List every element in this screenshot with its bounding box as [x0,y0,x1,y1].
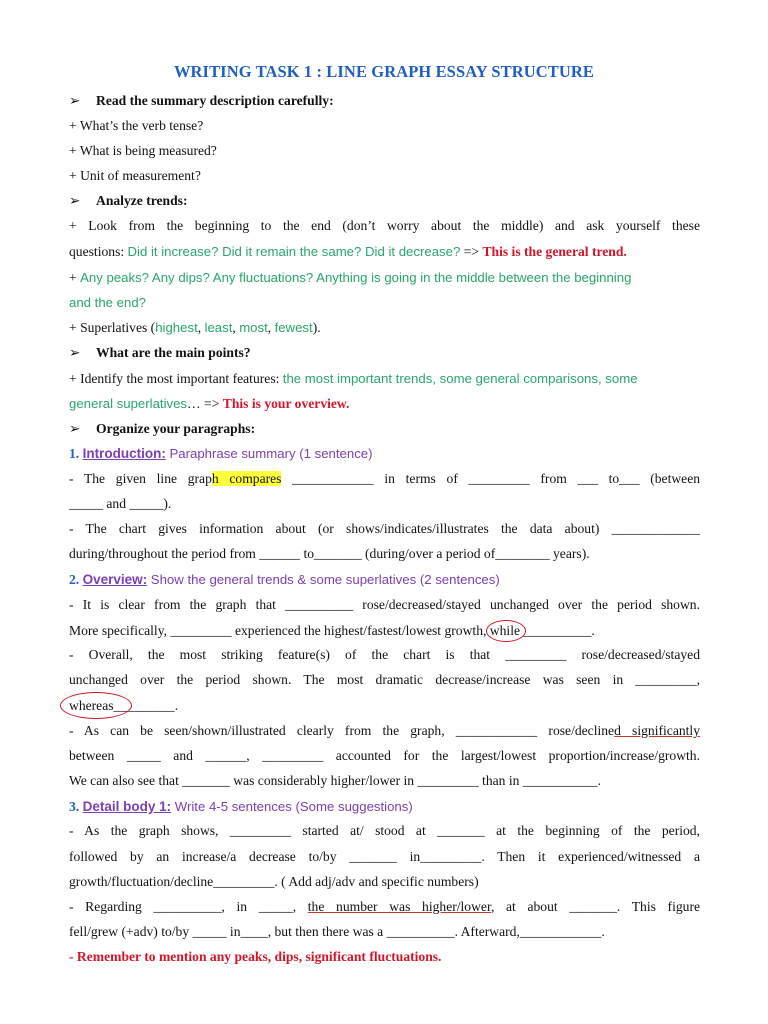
section-number: 2. [69,572,83,587]
green-peaks-dips: Any peaks? Any dips? Any fluctuations? Anything is going in the middle between the beginning [80,270,632,285]
text-line [69,720,700,742]
text-span: questions: [69,244,128,259]
green-questions: Did it increase? Did it remain the same? Did it decrease? [127,244,461,259]
text-line [69,896,700,918]
text-line [69,695,700,717]
superlative-word: least [204,320,233,335]
text-span: ____________ in terms of _________ from ___ to___ (between [281,471,701,486]
text-span: => [460,244,483,259]
text-line: followed by an increase/a decrease to/by _______ in_________. Then it experienced/witnessed a [69,849,700,864]
green-superlatives: general superlatives [69,396,188,411]
overview-description: Show the general trends & some superlatives (2 sentences) [147,572,500,587]
text-line: + What is being measured? [69,143,217,158]
text-span: - The given line grap [69,471,212,486]
arrow-bullet-icon: ➢ [69,421,81,436]
text-line: - It is clear from the graph that __________ rose/decreased/stayed unchanged over the period shown. [69,597,700,612]
arrow-bullet-icon: ➢ [69,345,81,360]
heading-organize: Organize your paragraphs: [96,421,256,436]
heading-read-summary: Read the summary description carefully: [96,93,334,108]
arrow-bullet-icon: ➢ [69,193,81,208]
red-circle-mark [486,620,526,642]
text-line: _____ and _____). [69,496,172,511]
text-line: - The chart gives information about (or shows/indicates/illustrates the data about) _____________ [69,521,700,536]
text-span: while [489,623,520,638]
text-span: … => [187,396,223,411]
general-trend-note: This is the general trend. [482,244,627,259]
bullet-read-summary [69,90,700,112]
highlighted-compares: h compares [211,471,282,486]
text-span: - Regarding __________, in _____, [69,899,308,914]
heading-main-points: What are the main points? [96,345,251,360]
bullet-main-points [69,342,700,364]
detail-body-heading: Detail body 1: [82,799,172,814]
text-line [69,368,700,390]
text-line [69,620,700,642]
overview-heading: Overview: [82,572,148,587]
text-span: , [232,320,240,335]
circled-while [490,620,520,642]
text-span: + Identify the most important features: [69,371,283,386]
intro-description: Paraphrase summary (1 sentence) [165,446,373,461]
text-line [69,317,700,339]
text-line: + Unit of measurement? [69,168,201,183]
circled-whereas [69,695,114,717]
text-line: between _____ and ______, _________ accounted for the largest/lowest proportion/increase/growth. [69,748,700,763]
text-line: fell/grew (+adv) to/by _____ in____, but then there was a __________. Afterward,____________. [69,924,605,939]
text-span: _________. [113,698,179,713]
intro-heading-line [69,443,700,465]
text-line: - As the graph shows, _________ started at/ stood at _______ at the beginning of the period, [69,823,700,838]
text-line: - Overall, the most striking feature(s) of the chart is that _________ rose/decreased/stayed [69,647,700,662]
arrow-bullet-icon: ➢ [69,93,81,108]
bullet-analyze-trends [69,190,700,212]
text-span: + Superlatives ( [69,320,156,335]
text-span: More specifically, _________ experienced the highest/fastest/lowest growth, [69,623,490,638]
detail-body-description: Write 4-5 sentences (Some suggestions) [171,799,413,814]
green-features: the most important trends, some general comparisons, some [282,371,638,386]
heading-analyze-trends: Analyze trends: [96,193,188,208]
text-line: + What’s the verb tense? [69,118,204,133]
superlative-word: highest [155,320,198,335]
underlined-number-higher-lower: the number was higher/lower [307,899,491,914]
text-line [69,468,700,490]
bullet-organize [69,418,700,440]
text-span: - As can be seen/shown/illustrated clearly from the graph, ____________ rose/decline [69,723,615,738]
text-line [69,241,700,263]
intro-heading: Introduction: [82,446,166,461]
reminder-note: - Remember to mention any peaks, dips, significant fluctuations. [69,949,442,964]
red-circle-mark [60,692,132,719]
detail-heading-line [69,796,700,818]
text-line: + Look from the beginning to the end (don’t worry about the middle) and ask yourself these [69,218,700,233]
text-line: We can also see that _______ was considerably higher/lower in _________ than in ___________. [69,773,601,788]
text-line: unchanged over the period shown. The most dramatic decrease/increase was seen in _________, [69,672,700,687]
text-line: and the end? [69,295,147,310]
underlined-significantly: d significantly [614,723,700,738]
section-number: 3. [69,799,83,814]
text-line: during/throughout the period from ______ to_______ (during/over a period of________ years). [69,546,590,561]
text-span: , at about _______. This figure [490,899,701,914]
text-line: growth/fluctuation/decline_________. ( Add adj/adv and specific numbers) [69,874,479,889]
text-span: , [267,320,275,335]
text-span: __________. [520,623,595,638]
section-number: 1. [69,446,83,461]
text-span: , [197,320,205,335]
overview-note: This is your overview. [222,396,350,411]
text-line [69,393,700,415]
text-span: ). [312,320,321,335]
page-title: WRITING TASK 1 : LINE GRAPH ESSAY STRUCTURE [173,62,595,81]
text-span: + [69,270,81,285]
overview-heading-line [69,569,700,591]
text-span: whereas [69,698,114,713]
superlative-word: most [239,320,268,335]
text-line [69,267,700,289]
superlative-word: fewest [274,320,313,335]
